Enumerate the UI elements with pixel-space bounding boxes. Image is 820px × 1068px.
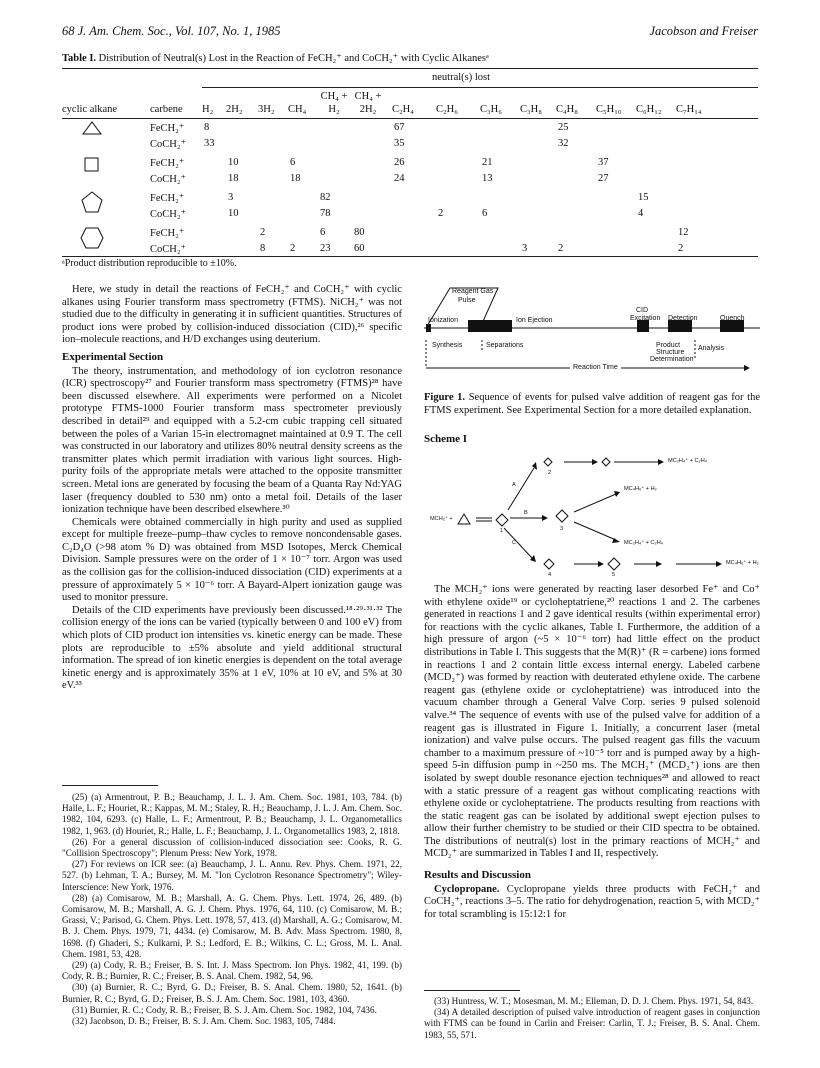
header-col-C3H6: C₃H₆	[480, 104, 502, 115]
header-col-C2H6: C₂H₆	[436, 104, 458, 115]
header-col-C7H14: C₇H₁₄	[676, 104, 702, 115]
ionization-pulse-block	[426, 324, 431, 332]
scheme-num-1: 1	[500, 528, 504, 534]
header-col-CH42H2	[352, 90, 384, 116]
arrowhead-a	[532, 462, 537, 470]
table-cell: 2	[558, 243, 564, 254]
label-pulse: Pulse	[458, 297, 476, 304]
scheme-num-3: 3	[560, 526, 564, 532]
intermediate-2	[544, 458, 552, 466]
right-paragraph-1: The MCH₂⁺ ions were generated by reacting laser desorbed Fe⁺ and Co⁺ with ethylene oxide¹⁹ or cycloheptatriene,²⁰ reactions 1 and 2. The carbenes generated in reactions 1 and 2 gave identical results (within experimental error) for reactions with the cyclic alkanes, Table I. Furthermore, the addition of a high pressure of argon (~5 × 10⁻⁶ torr) had little effect on the product distributions in Table I. This suggests that the M(R)⁺ (R = carbene) ions formed in reactions 1 and 2 contain little excess internal energy. Labeled carbene (MCD₂⁺) was formed by reaction with deuterated ethylene oxide. The carbene reagent gas (ethylene oxide or cycloheptatriene) was introduced into the vacuum chamber through a General Valve Corp. series 9 pulsed solenoid valve.³⁴ The sequence of events with use of the pulsed valve for addition of a reagent gas is illustrated in Figure 1. Initially, a concurrent laser (metal ionization) and valve pulse occurs. The pulsed reagent gas fills the vacuum chamber to a maximum pressure of ~10⁻⁵ torr and is pumped away by a high-speed 5-in diffusion pump in ~250 ms. The MCH₂⁺ (MCD₂⁺) ions are then isolated by swept double resonance ejection techniques²⁸ and allowed to react with a static pressure of a reagent gas without complicating reactions with ethylene oxide or cycloheptatriene. The products resulting from reactions with the static reagent gas can be isolated by additional swept ejection pulses to allow their further chemistry to be studied or their CID spectra to be obtained. The distributions of neutral(s) lost in the primary reactions of MCH₂⁺ and MCD₂⁺ are summarized in Tables I and II, respectively.	[424, 584, 760, 860]
label-analysis: Analysis	[698, 345, 725, 352]
scheme-num-2: 2	[548, 470, 552, 476]
row-carbene: FeCH₂⁺	[150, 228, 185, 239]
right-column-text	[424, 584, 760, 921]
header-col-H2: H₂	[202, 104, 214, 115]
header-bottom-rule	[62, 118, 758, 119]
reference-entry: (25) (a) Armentrout, P. B.; Beauchamp, J. L. J. Am. Chem. Soc. 1981, 103, 784. (b) Halle, L. F.; Houriet, R.; Kappas, M. M.; Staley, R. H.; Beauchamp, J. L. J. Am. Chem. Soc. 1982, 104, 6293. (c) Halle, L. F.; Armentrout, P. B.; Beauchamp, J. L. Organometallics 1982, 1, 963. (d) Houriet, R.; Halle, L. F.; Beauchamp, J. L. Organometallics 1983, 2, 1818.	[62, 792, 402, 836]
label-synthesis: Synthesis	[432, 342, 463, 349]
table-cell: 67	[394, 122, 405, 133]
scheme-1	[424, 448, 760, 580]
scheme-product-a: MC₂H₄⁺ + C₂H₄	[668, 458, 708, 464]
table-cell: 32	[558, 138, 569, 149]
scheme-heading: Scheme I	[424, 433, 468, 445]
reference-entry: (26) For a general discussion of collision-induced dissociation see: Cooks, R. G. "Collision Spectroscopy"; Plenum Press: New York, 1978.	[62, 836, 402, 859]
header-label: CH₄ + H₂	[320, 91, 348, 115]
table-cell: 3	[522, 243, 528, 254]
table-bottom-rule	[62, 256, 758, 257]
header-cyclic-alkane: cyclic alkane	[62, 104, 118, 115]
arrowhead-c2	[598, 561, 604, 567]
results-paragraph: Cyclopropane yields three products with FeCH₂⁺ and CoCH₂⁺, reactions 3–5. The ratio for dehydrogenation, reaction 5, with MCD₂⁺ for total scrambling is 15:12:1 for	[424, 883, 761, 920]
journal-citation: 68 J. Am. Chem. Soc., Vol. 107, No. 1, 1985	[62, 24, 281, 38]
intro-paragraph: Here, we study in detail the reactions of FeCH₂⁺ and CoCH₂⁺ with cyclic alkanes using Fourier transform mass spectrometry (FTMS). NiCH₂⁺ was not studied due to the difficulty in generating it in sufficient quantities. Structures of product ions were probed by collision-induced dissociation (CID),²⁶ specific ion–molecule reactions, and H/D exchanges using deuterium.	[62, 284, 402, 346]
scheme-label-c: C	[512, 540, 517, 546]
table-cell: 8	[260, 243, 266, 254]
scheme-product-b2: MC₂H₄⁺ + C₂H₄	[624, 540, 664, 546]
intermediate-4	[544, 559, 554, 569]
arrowhead-c	[530, 555, 536, 562]
ion-ejection-block	[468, 320, 512, 332]
label-product: Product	[656, 342, 681, 349]
header-col-CH4: CH₄	[288, 104, 307, 115]
table-footnote: ᵃProduct distribution reproducible to ±10%.	[62, 258, 237, 269]
scheme-product-b1: MC₄H₆⁺ + H₂	[624, 486, 657, 492]
scheme-reactant: MCH₂⁺ +	[430, 516, 453, 522]
header-col-2H2: 2H₂	[226, 104, 243, 115]
arrow-c	[504, 528, 532, 558]
label-detection: Detection	[668, 315, 698, 322]
scheme-label-b: B	[524, 510, 528, 516]
header-col-C5H10: C₅H₁₀	[596, 104, 622, 115]
table-top-rule	[62, 68, 758, 69]
table-cell: 4	[638, 208, 644, 219]
experimental-paragraph-2: Chemicals were obtained commercially in high purity and used as supplied except for multiple freeze–pump–thaw cycles to remove noncondensable gases. C₂D₄O (>98 atom % D) was obtained from MSD Isotopes, Merck Chemical Division. Sample pressures were on the order of 1 × 10⁻⁷ torr. Argon was used as the collision gas for the collision-induced dissociation (CID) experiments at a pressure of approximately 5 × 10⁻⁶ torr. A Bayard-Alpert ionization gauge was used to monitor pressure.	[62, 516, 402, 604]
reference-entry: (34) A detailed description of pulsed valve introduction of reagent gases in conjunction with FTMS can be found in Carlin and Freiser: Carlin, T. J.; Freiser, B. S. Anal. Chem. 1983, 55, 571.	[424, 1007, 760, 1040]
table-cell: 33	[204, 138, 215, 149]
intermediate-2b	[602, 458, 610, 466]
metallacycle-1	[496, 514, 508, 526]
label-quench: Quench	[720, 315, 745, 322]
row-carbene: CoCH₂⁺	[150, 244, 187, 255]
scheme-num-4: 4	[548, 572, 552, 578]
footnote-rule-right	[424, 990, 520, 991]
arrowhead-c4	[716, 561, 722, 567]
metallacycle-3	[556, 510, 568, 522]
table-cell: 78	[320, 208, 331, 219]
arrow-b2	[574, 522, 616, 540]
footnote-rule-left	[62, 785, 158, 786]
row-carbene: FeCH₂⁺	[150, 193, 185, 204]
header-col-C6H12: C₆H₁₂	[636, 104, 662, 115]
arrowhead-a2	[592, 459, 598, 465]
row-carbene: FeCH₂⁺	[150, 158, 185, 169]
table-caption	[62, 52, 762, 64]
experimental-paragraph-3: Details of the CID experiments have previously been discussed.¹⁸·²⁹·³¹·³² The collision energy of the ions can be varied (typically between 0 and 100 eV) from which plots of CID product ion intensities vs. kinetic energy can be made. These plots are reproducible to ±5% absolute and yield additional structural information. The spread of ion kinetic energies is dependent on the total average kinetic energy and is approximately 35% at 1 eV, 10% at 10 eV, and 5% at 30 eV.³³	[62, 604, 402, 692]
intermediate-5	[608, 558, 620, 570]
table-cell: 2	[438, 208, 444, 219]
arrow-a	[508, 468, 534, 510]
table-cell: 37	[598, 157, 609, 168]
experimental-heading: Experimental Section	[62, 350, 164, 363]
experimental-paragraph-1: The theory, instrumentation, and methodology of ion cyclotron resonance (ICR) spectroscopy²⁷ and Fourier transform mass spectrometry (FTMS)²⁸ have been discussed elsewhere. All experiments were performed on a Nicolet prototype FTMS-1000 Fourier transform mass spectrometer previously described in detail²⁹ and equipped with a 5.2-cm cubic trapping cell situated between the poles of a Varian 15-in electromagnet maintained at 0.9 T. The cell was constructed in our laboratory and utilizes 80% neutral density screens as the transmitter plates which permit irradiation with various light sources. High-purity foils of the appropriate metals were attached to the opposite transmitter screen. Metal ions are generated by focusing the beam of a Quanta Ray Nd:YAG laser (frequency doubled to 530 nm) onto a metal foil. Details of the laser ionization technique have been described elsewhere.³⁰	[62, 365, 402, 516]
table-cell: 82	[320, 192, 331, 203]
table-cell: 6	[320, 227, 326, 238]
reaction-time-arrowhead	[744, 365, 750, 371]
left-references	[62, 792, 402, 1027]
reference-entry: (29) (a) Cody, R. B.; Freiser, B. S. Int. J. Mass Spectrom. Ion Phys. 1982, 41, 199. (b) Cody, R. B.; Burnier, R. C.; Freiser, B. S. Anal. Chem. 1982, 54, 96.	[62, 960, 402, 982]
header-col-C3H8: C₃H₈	[520, 104, 542, 115]
scheme-product-c: MC₄H₆⁺ + H₂	[726, 560, 759, 566]
table-cell: 6	[290, 157, 296, 168]
label-reagent-gas: Reagent Gas	[452, 288, 494, 295]
table-cell: 24	[394, 173, 405, 184]
hexagon-icon	[80, 225, 104, 251]
table-cell: 18	[228, 173, 239, 184]
reference-entry: (28) (a) Comisarow, M. B.; Marshall, A. G. Chem. Phys. Lett. 1974, 26, 489. (b) Comisarow, M. B.; Marshall, A. G. J. Chem. Phys. 1976, 64, 110. (c) Comisarow, M. B.; Grassi, V.; Parisod, G. Chem. Phys. Lett. 1978, 57, 413. (d) Marshall, A. G.; Comisarow, M. B. J. Chem. Phys. 1979, 71, 4434. (e) Comisarow, M. B. Adv. Mass Spectrom. 1980, 8, 1698. (f) Ghaderi, S.; Kulkarni, P. S.; Ledford, E. B.; Wilkins, C. L.; Gross, M. L. Anal. Chem. 1981, 53, 428.	[62, 892, 402, 959]
table-cell: 6	[482, 208, 488, 219]
row-carbene: FeCH₂⁺	[150, 123, 185, 134]
results-heading: Results and Discussion	[424, 869, 531, 882]
label-cid: CID	[636, 307, 649, 314]
table-title: Distribution of Neutral(s) Lost in the Reaction of FeCH₂⁺ and CoCH₂⁺ with Cyclic Alkanesᵃ	[98, 53, 489, 64]
table-cell: 13	[482, 173, 493, 184]
reference-entry: (30) (a) Burnier, R. C.; Byrd, G. D.; Freiser, B. S. Anal. Chem. 1980, 52, 1641. (b) Burnier, R. C.; Byrd, G. D.; Freiser, B. S. J. Am. Chem. Soc. 1981, 103, 4360.	[62, 982, 402, 1004]
label-ionization: Ionization	[428, 317, 458, 324]
left-column-text	[62, 284, 402, 693]
table-cell: 25	[558, 122, 569, 133]
arrowhead-c3	[656, 561, 662, 567]
row-carbene: CoCH₂⁺	[150, 209, 187, 220]
figure-1-caption	[424, 392, 760, 417]
scheme-label-a: A	[512, 482, 516, 488]
label-excitation: Excitation	[630, 315, 661, 322]
header-label: CH₄ + 2H₂	[354, 91, 382, 115]
table-cell: 15	[638, 192, 649, 203]
reference-entry: (27) For reviews on ICR see: (a) Beauchamp, J. L. Annu. Rev. Phys. Chem. 1971, 22, 527. (b) Lehman, T. A.; Bursey, M. M. "Ion Cyclotron Resonance Spectrometry"; Wiley-Interscience: New York, 1976.	[62, 859, 402, 892]
pentagon-icon	[80, 190, 104, 216]
reference-entry: (33) Huntress, W. T.; Mosesman, M. M.; Elleman, D. D. J. Chem. Phys. 1971, 54, 843.	[434, 996, 754, 1006]
arrow-b1	[574, 494, 616, 512]
header-col-CH4H2	[318, 90, 350, 116]
data-table	[62, 72, 758, 258]
table-cell: 2	[260, 227, 266, 238]
table-cell: 35	[394, 138, 405, 149]
row-carbene: CoCH₂⁺	[150, 139, 187, 150]
table-cell: 26	[394, 157, 405, 168]
label-reaction-time: Reaction Time	[570, 364, 621, 371]
triangle-icon	[80, 120, 104, 146]
figure-1	[424, 284, 760, 388]
square-icon	[80, 155, 104, 181]
header-col-3H2: 3H₂	[258, 104, 275, 115]
figure-1-caption-text: Sequence of events for pulsed valve addition of reagent gas for the FTMS experiment. See Experimental Section for a more detailed explanation.	[424, 392, 760, 416]
table-cell: 60	[354, 243, 365, 254]
label-determination: Determination	[650, 356, 694, 363]
arrowhead-a3	[658, 459, 664, 465]
table-cell: 80	[354, 227, 365, 238]
group-header: neutral(s) lost	[432, 72, 491, 83]
authors-header: Jacobson and Freiser	[649, 24, 758, 38]
table-cell: 3	[228, 192, 234, 203]
scheme-1-diagram	[424, 448, 760, 580]
label-structure: Structure	[656, 349, 685, 356]
cyclopropane-shape	[458, 514, 470, 524]
scheme-num-5: 5	[612, 572, 616, 578]
header-col-C2H4: C₂H₄	[392, 104, 414, 115]
label-ion-ejection: Ion Ejection	[516, 317, 553, 324]
arrowhead-b	[542, 515, 548, 521]
right-references	[424, 996, 760, 1041]
table-cell: 27	[598, 173, 609, 184]
table-cell: 2	[290, 243, 296, 254]
table-cell: 21	[482, 157, 493, 168]
header-col-C4H8: C₄H₈	[556, 104, 578, 115]
header-carbene: carbene	[150, 104, 183, 115]
table-cell: 18	[290, 173, 301, 184]
reference-entry: (31) Burnier, R. C.; Cody, R. B.; Freiser, B. S. J. Am. Chem. Soc. 1982, 104, 7436.	[72, 1004, 377, 1015]
reference-entry: (32) Jacobson, D. B.; Freiser, B. S. J. Am. Chem. Soc. 1983, 105, 7484.	[72, 1016, 336, 1027]
table-cell: 8	[204, 122, 210, 133]
figure-1-label: Figure 1.	[424, 392, 466, 403]
table-cell: 12	[678, 227, 689, 238]
label-separations: Separations	[486, 342, 524, 349]
table-label: Table I.	[62, 53, 97, 64]
row-carbene: CoCH₂⁺	[150, 174, 187, 185]
table-cell: 2	[678, 243, 684, 254]
table-cell: 10	[228, 208, 239, 219]
cyclopropane-lead: Cyclopropane.	[434, 883, 500, 895]
group-header-rule	[202, 87, 758, 88]
table-cell: 10	[228, 157, 239, 168]
table-cell: 23	[320, 243, 331, 254]
